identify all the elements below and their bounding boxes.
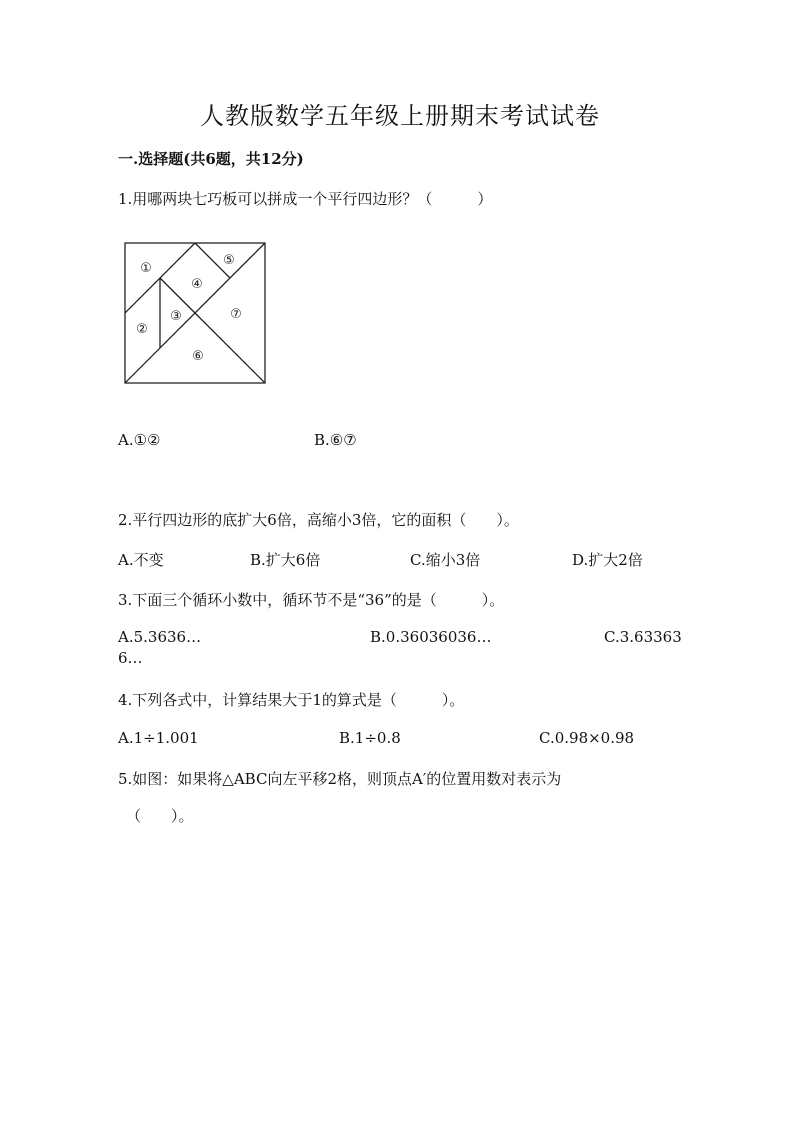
- question-4-option-a[interactable]: A.1÷1.001: [118, 729, 199, 747]
- question-2-option-a[interactable]: A.不变: [118, 551, 164, 569]
- tangram-label-3: ③: [170, 309, 182, 324]
- question-4-stem: 4.下列各式中，计算结果大于1的算式是（ ）。: [118, 691, 465, 709]
- page-title: 人教版数学五年级上册期末考试试卷: [200, 102, 600, 130]
- tangram-label-6: ⑥: [192, 349, 204, 364]
- question-3-option-a[interactable]: A.5.3636…: [118, 628, 202, 646]
- tangram-inner-line: [160, 278, 195, 313]
- tangram-diagonal-lower: [195, 313, 265, 383]
- question-4-option-b[interactable]: B.1÷0.8: [339, 729, 401, 747]
- question-2-option-b[interactable]: B.扩大6倍: [250, 551, 321, 569]
- tangram-label-1: ①: [140, 261, 152, 276]
- question-1-stem: 1.用哪两块七巧板可以拼成一个平行四边形？（ ）: [118, 190, 493, 208]
- question-4-option-c[interactable]: C.0.98×0.98: [539, 729, 635, 747]
- question-2-option-d[interactable]: D.扩大2倍: [572, 551, 643, 569]
- tangram-label-2: ②: [136, 322, 148, 337]
- question-1-option-a[interactable]: A.①②: [118, 431, 161, 449]
- question-2-stem: 2.平行四边形的底扩大6倍，高缩小3倍，它的面积（ ）。: [118, 511, 519, 529]
- tangram-figure: [124, 242, 268, 386]
- question-2-option-c[interactable]: C.缩小3倍: [410, 551, 481, 569]
- question-3-stem: 3.下面三个循环小数中，循环节不是“36”的是（ ）。: [118, 591, 505, 609]
- tangram-label-7: ⑦: [230, 307, 242, 322]
- tangram-label-5: ⑤: [223, 253, 235, 268]
- section-heading: 一.选择题(共6题，共12分): [118, 150, 304, 168]
- question-3-option-b[interactable]: B.0.36036036…: [370, 628, 492, 646]
- tangram-label-4: ④: [191, 277, 203, 292]
- question-5-stem-line-1: 5.如图：如果将△ABC向左平移2格，则顶点A′的位置用数对表示为: [118, 770, 562, 788]
- question-1-option-b[interactable]: B.⑥⑦: [314, 431, 357, 449]
- question-5-stem-line-2: （ ）。: [126, 807, 194, 825]
- question-3-option-c-wrap: 6…: [118, 649, 143, 667]
- question-3-option-c[interactable]: C.3.63363: [604, 628, 682, 646]
